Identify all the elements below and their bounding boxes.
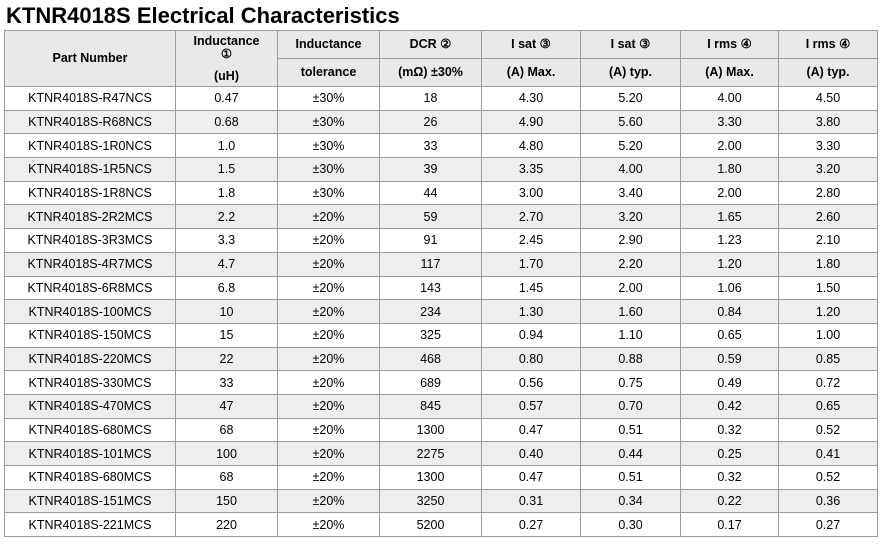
cell-dcr: 468 [380, 347, 482, 371]
table-row [5, 158, 878, 182]
cell-irms-typ: 0.52 [779, 418, 878, 442]
cell-irms-max: 0.32 [681, 418, 779, 442]
cell-dcr: 845 [380, 394, 482, 418]
cell-irms-typ: 4.50 [779, 87, 878, 111]
cell-irms-typ: 0.65 [779, 394, 878, 418]
cell-dcr: 33 [380, 134, 482, 158]
cell-isat-max: 1.70 [482, 252, 581, 276]
header-inductance-line1: Inductance [193, 33, 260, 48]
cell-irms-typ: 2.10 [779, 229, 878, 253]
cell-isat-max: 4.80 [482, 134, 581, 158]
cell-isat-max: 0.47 [482, 418, 581, 442]
electrical-characteristics-table [4, 30, 878, 537]
table-row [5, 323, 878, 347]
cell-irms-typ: 3.30 [779, 134, 878, 158]
cell-dcr: 39 [380, 158, 482, 182]
cell-irms-max: 0.32 [681, 466, 779, 490]
cell-irms-typ: 0.41 [779, 442, 878, 466]
table-row [5, 205, 878, 229]
cell-isat-typ: 5.60 [581, 110, 681, 134]
cell-inductance: 220 [176, 513, 278, 537]
cell-part-number: KTNR4018S-101MCS [5, 442, 176, 466]
cell-isat-max: 0.80 [482, 347, 581, 371]
cell-inductance: 0.47 [176, 87, 278, 111]
table-row [5, 110, 878, 134]
cell-dcr: 1300 [380, 418, 482, 442]
cell-tolerance: ±20% [278, 394, 380, 418]
cell-dcr: 2275 [380, 442, 482, 466]
cell-irms-max: 0.17 [681, 513, 779, 537]
cell-irms-max: 2.00 [681, 181, 779, 205]
cell-inductance: 150 [176, 489, 278, 513]
cell-tolerance: ±20% [278, 371, 380, 395]
cell-dcr: 143 [380, 276, 482, 300]
cell-part-number: KTNR4018S-1R8NCS [5, 181, 176, 205]
cell-inductance: 68 [176, 418, 278, 442]
cell-dcr: 44 [380, 181, 482, 205]
cell-isat-max: 2.45 [482, 229, 581, 253]
cell-part-number: KTNR4018S-R47NCS [5, 87, 176, 111]
cell-isat-typ: 5.20 [581, 134, 681, 158]
cell-irms-max: 0.49 [681, 371, 779, 395]
cell-isat-typ: 3.40 [581, 181, 681, 205]
cell-isat-max: 0.40 [482, 442, 581, 466]
cell-irms-max: 1.23 [681, 229, 779, 253]
cell-irms-max: 1.65 [681, 205, 779, 229]
cell-inductance: 47 [176, 394, 278, 418]
cell-isat-max: 4.30 [482, 87, 581, 111]
cell-tolerance: ±20% [278, 300, 380, 324]
cell-inductance: 2.2 [176, 205, 278, 229]
header-irms-max-line1: I rms ④ [681, 31, 779, 59]
table-row [5, 513, 878, 537]
cell-isat-max: 2.70 [482, 205, 581, 229]
table-row [5, 229, 878, 253]
table-row [5, 442, 878, 466]
cell-inductance: 100 [176, 442, 278, 466]
table-row [5, 371, 878, 395]
cell-dcr: 91 [380, 229, 482, 253]
cell-part-number: KTNR4018S-470MCS [5, 394, 176, 418]
cell-inductance: 6.8 [176, 276, 278, 300]
cell-irms-typ: 3.20 [779, 158, 878, 182]
cell-isat-typ: 3.20 [581, 205, 681, 229]
cell-isat-max: 3.35 [482, 158, 581, 182]
cell-part-number: KTNR4018S-6R8MCS [5, 276, 176, 300]
cell-part-number: KTNR4018S-3R3MCS [5, 229, 176, 253]
cell-part-number: KTNR4018S-221MCS [5, 513, 176, 537]
cell-irms-typ: 0.52 [779, 466, 878, 490]
cell-irms-max: 1.20 [681, 252, 779, 276]
cell-part-number: KTNR4018S-220MCS [5, 347, 176, 371]
header-dcr-line2: (mΩ) ±30% [380, 59, 482, 87]
cell-part-number: KTNR4018S-2R2MCS [5, 205, 176, 229]
cell-isat-typ: 0.88 [581, 347, 681, 371]
cell-dcr: 689 [380, 371, 482, 395]
cell-part-number: KTNR4018S-680MCS [5, 466, 176, 490]
cell-isat-typ: 0.51 [581, 466, 681, 490]
cell-tolerance: ±20% [278, 323, 380, 347]
table-body [5, 87, 878, 537]
cell-irms-max: 1.80 [681, 158, 779, 182]
cell-irms-max: 4.00 [681, 87, 779, 111]
cell-isat-typ: 0.70 [581, 394, 681, 418]
cell-isat-max: 0.94 [482, 323, 581, 347]
table-row [5, 134, 878, 158]
cell-part-number: KTNR4018S-680MCS [5, 418, 176, 442]
cell-isat-max: 0.27 [482, 513, 581, 537]
cell-irms-max: 0.65 [681, 323, 779, 347]
cell-part-number: KTNR4018S-151MCS [5, 489, 176, 513]
table-header [5, 31, 878, 87]
cell-dcr: 26 [380, 110, 482, 134]
table-row [5, 276, 878, 300]
cell-dcr: 325 [380, 323, 482, 347]
cell-inductance: 22 [176, 347, 278, 371]
header-irms-typ-line1: I rms ④ [779, 31, 878, 59]
table-row [5, 87, 878, 111]
header-isat-typ-line2: (A) typ. [581, 59, 681, 87]
cell-isat-max: 0.57 [482, 394, 581, 418]
header-irms-typ-line2: (A) typ. [779, 59, 878, 87]
cell-tolerance: ±20% [278, 229, 380, 253]
cell-tolerance: ±20% [278, 418, 380, 442]
cell-irms-typ: 2.60 [779, 205, 878, 229]
cell-inductance: 68 [176, 466, 278, 490]
cell-irms-max: 0.59 [681, 347, 779, 371]
cell-inductance: 0.68 [176, 110, 278, 134]
cell-isat-max: 1.30 [482, 300, 581, 324]
cell-irms-typ: 0.72 [779, 371, 878, 395]
header-part-number: Part Number [5, 31, 176, 87]
cell-isat-max: 1.45 [482, 276, 581, 300]
cell-tolerance: ±20% [278, 442, 380, 466]
cell-tolerance: ±20% [278, 205, 380, 229]
page-title: KTNR4018S Electrical Characteristics [6, 3, 400, 28]
header-inductance-unit: (uH) [214, 68, 239, 83]
cell-isat-typ: 0.30 [581, 513, 681, 537]
cell-isat-max: 3.00 [482, 181, 581, 205]
header-tolerance-line2: tolerance [278, 59, 380, 87]
cell-irms-max: 0.84 [681, 300, 779, 324]
cell-tolerance: ±30% [278, 87, 380, 111]
cell-inductance: 1.0 [176, 134, 278, 158]
cell-dcr: 59 [380, 205, 482, 229]
cell-isat-typ: 0.44 [581, 442, 681, 466]
cell-part-number: KTNR4018S-1R0NCS [5, 134, 176, 158]
cell-isat-typ: 5.20 [581, 87, 681, 111]
cell-dcr: 234 [380, 300, 482, 324]
cell-dcr: 18 [380, 87, 482, 111]
table-row [5, 252, 878, 276]
cell-isat-max: 0.47 [482, 466, 581, 490]
cell-part-number: KTNR4018S-1R5NCS [5, 158, 176, 182]
cell-tolerance: ±20% [278, 252, 380, 276]
cell-isat-typ: 2.00 [581, 276, 681, 300]
header-inductance [176, 31, 278, 87]
cell-tolerance: ±20% [278, 513, 380, 537]
cell-tolerance: ±30% [278, 134, 380, 158]
cell-dcr: 3250 [380, 489, 482, 513]
table-row [5, 489, 878, 513]
cell-part-number: KTNR4018S-100MCS [5, 300, 176, 324]
cell-inductance: 1.8 [176, 181, 278, 205]
cell-tolerance: ±30% [278, 110, 380, 134]
cell-irms-max: 1.06 [681, 276, 779, 300]
header-dcr-line1: DCR ② [380, 31, 482, 59]
table-row [5, 347, 878, 371]
table-row [5, 394, 878, 418]
cell-isat-typ: 0.75 [581, 371, 681, 395]
header-isat-max-line1: I sat ③ [482, 31, 581, 59]
cell-irms-typ: 1.20 [779, 300, 878, 324]
cell-irms-typ: 0.85 [779, 347, 878, 371]
cell-irms-max: 3.30 [681, 110, 779, 134]
cell-tolerance: ±20% [278, 489, 380, 513]
cell-isat-typ: 1.60 [581, 300, 681, 324]
cell-part-number: KTNR4018S-4R7MCS [5, 252, 176, 276]
cell-isat-typ: 0.34 [581, 489, 681, 513]
cell-irms-typ: 0.27 [779, 513, 878, 537]
cell-irms-typ: 1.80 [779, 252, 878, 276]
cell-tolerance: ±20% [278, 347, 380, 371]
cell-inductance: 15 [176, 323, 278, 347]
cell-isat-max: 4.90 [482, 110, 581, 134]
cell-inductance: 1.5 [176, 158, 278, 182]
cell-irms-typ: 1.00 [779, 323, 878, 347]
cell-inductance: 33 [176, 371, 278, 395]
cell-isat-typ: 0.51 [581, 418, 681, 442]
cell-tolerance: ±30% [278, 181, 380, 205]
cell-dcr: 117 [380, 252, 482, 276]
cell-irms-max: 0.42 [681, 394, 779, 418]
cell-inductance: 4.7 [176, 252, 278, 276]
header-inductance-note: ① [220, 46, 233, 61]
cell-isat-max: 0.31 [482, 489, 581, 513]
table-row [5, 300, 878, 324]
cell-isat-typ: 2.20 [581, 252, 681, 276]
cell-isat-max: 0.56 [482, 371, 581, 395]
cell-dcr: 1300 [380, 466, 482, 490]
table-row [5, 466, 878, 490]
cell-part-number: KTNR4018S-R68NCS [5, 110, 176, 134]
cell-isat-typ: 1.10 [581, 323, 681, 347]
cell-tolerance: ±20% [278, 276, 380, 300]
cell-irms-typ: 3.80 [779, 110, 878, 134]
table-row [5, 181, 878, 205]
header-irms-max-line2: (A) Max. [681, 59, 779, 87]
cell-irms-typ: 0.36 [779, 489, 878, 513]
cell-inductance: 10 [176, 300, 278, 324]
cell-inductance: 3.3 [176, 229, 278, 253]
header-tolerance-line1: Inductance [278, 31, 380, 59]
cell-irms-max: 2.00 [681, 134, 779, 158]
cell-irms-typ: 1.50 [779, 276, 878, 300]
cell-tolerance: ±20% [278, 466, 380, 490]
cell-isat-typ: 2.90 [581, 229, 681, 253]
cell-part-number: KTNR4018S-330MCS [5, 371, 176, 395]
cell-irms-typ: 2.80 [779, 181, 878, 205]
cell-irms-max: 0.22 [681, 489, 779, 513]
cell-irms-max: 0.25 [681, 442, 779, 466]
table-row [5, 418, 878, 442]
cell-isat-typ: 4.00 [581, 158, 681, 182]
header-isat-typ-line1: I sat ③ [581, 31, 681, 59]
cell-part-number: KTNR4018S-150MCS [5, 323, 176, 347]
header-isat-max-line2: (A) Max. [482, 59, 581, 87]
cell-tolerance: ±30% [278, 158, 380, 182]
cell-dcr: 5200 [380, 513, 482, 537]
